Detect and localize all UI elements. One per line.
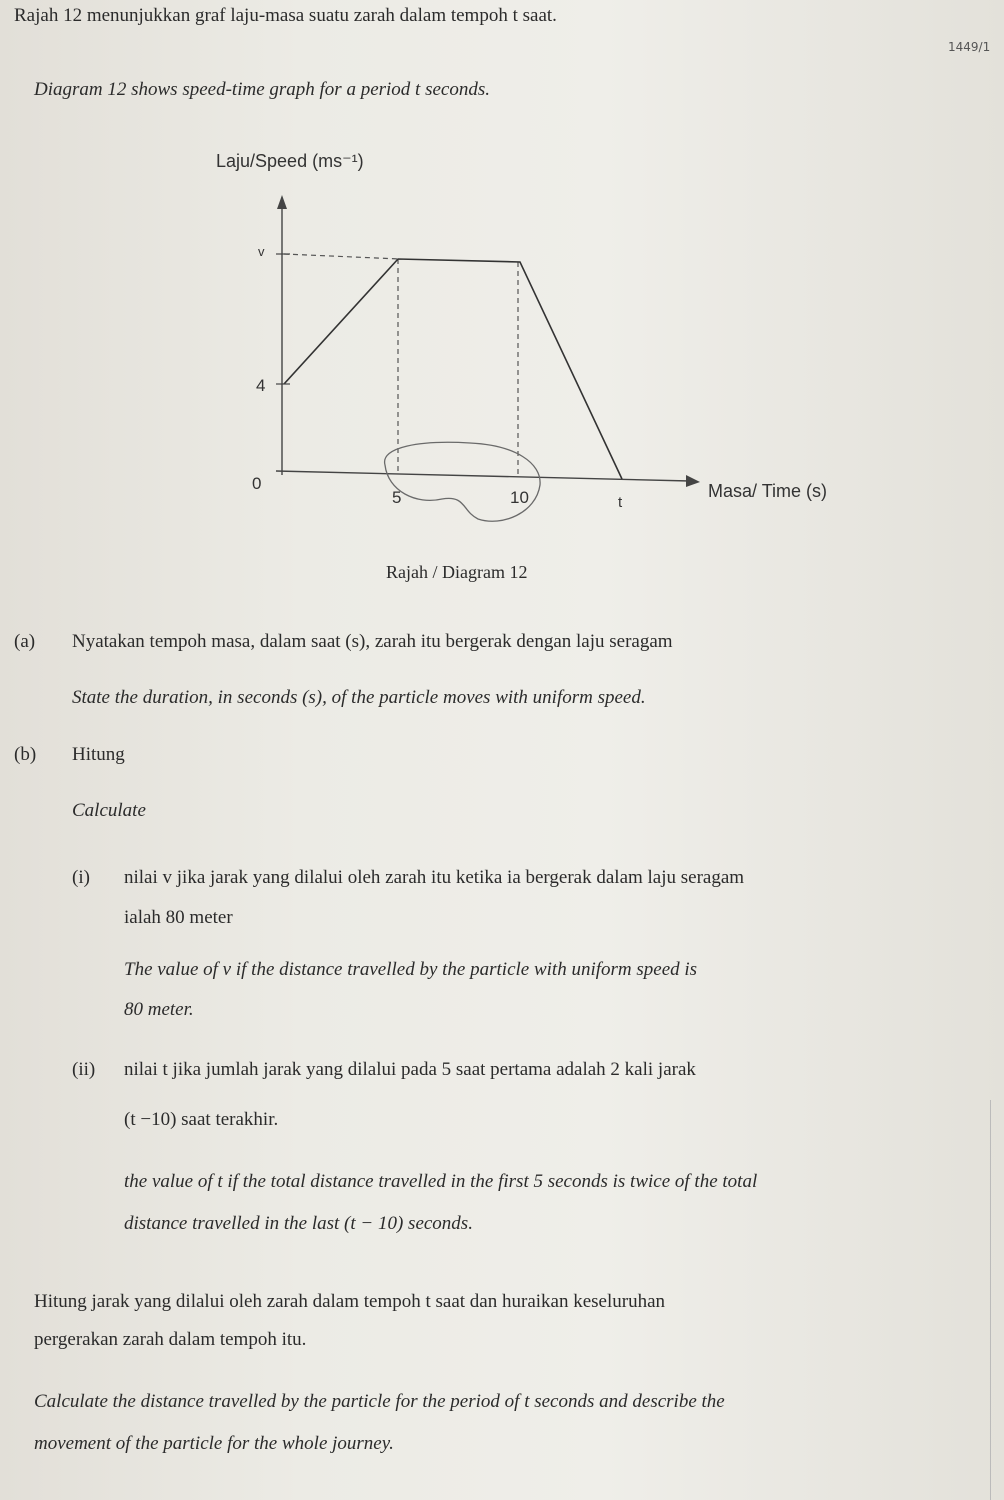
v-guide-line (284, 254, 400, 259)
q-b-malay: Hitung (72, 744, 125, 765)
q-b1-english-2: 80 meter. (124, 999, 194, 1020)
q-a-english: State the duration, in seconds (s), of the particle moves with uniform speed. (72, 687, 646, 708)
q-a-label: (a) (14, 631, 36, 652)
q-b1-malay-1: nilai v jika jarak yang dilalui oleh zarah itu ketika ia bergerak dalam laju seragam (124, 867, 745, 888)
x-tick-10: 10 (510, 488, 529, 507)
x-axis-arrow (686, 475, 700, 487)
y-tick-4: 4 (256, 376, 266, 395)
q-b2-malay-1: nilai t jika jumlah jarak yang dilalui pada 5 saat pertama adalah 2 kali jarak (124, 1059, 696, 1080)
q-b2-label: (ii) (72, 1059, 96, 1080)
speed-time-line (284, 259, 622, 479)
q-b1-label: (i) (72, 867, 90, 888)
x-axis (276, 471, 690, 481)
q-b2-english-1: the value of t if the total distance travelled in the first 5 seconds is twice of the total (124, 1171, 758, 1192)
q-a-malay: Nyatakan tempoh masa, dalam saat (s), zarah itu bergerak dengan laju seragam (72, 631, 673, 652)
diagram-caption: Rajah / Diagram 12 (386, 562, 528, 582)
y-tick-v: v (258, 244, 265, 259)
q-c-english-2: movement of the particle for the whole journey. (34, 1433, 394, 1454)
page-edge-line (990, 1100, 991, 1500)
margin-code: 1449/1 (948, 40, 991, 54)
handwritten-circle (385, 442, 541, 521)
q-b1-malay-2: ialah 80 meter (124, 907, 233, 928)
x-tick-t: t (618, 494, 623, 511)
header-english: Diagram 12 shows speed-time graph for a period t seconds. (34, 79, 490, 100)
x-tick-5: 5 (392, 488, 402, 507)
y-tick-0: 0 (252, 474, 262, 493)
q-b2-malay-2: (t −10) saat terakhir. (124, 1109, 279, 1130)
q-b-label: (b) (14, 744, 37, 765)
y-axis-label: Laju/Speed (ms⁻¹) (216, 151, 364, 171)
header-malay: Rajah 12 menunjukkan graf laju-masa suatu zarah dalam tempoh t saat. (14, 5, 557, 26)
q-c-english-1: Calculate the distance travelled by the particle for the period of t seconds and describe the (34, 1391, 725, 1412)
q-b-english: Calculate (72, 800, 146, 821)
q-c-malay-1: Hitung jarak yang dilalui oleh zarah dalam tempoh t saat dan huraikan keseluruhan (34, 1291, 666, 1312)
q-b2-english-2: distance travelled in the last (t − 10) seconds. (124, 1213, 473, 1234)
q-b1-english-1: The value of v if the distance travelled by the particle with uniform speed is (124, 959, 698, 980)
q-c-malay-2: pergerakan zarah dalam tempoh itu. (34, 1329, 307, 1350)
y-axis-arrow (277, 195, 287, 209)
speed-time-graph (180, 135, 880, 585)
x-axis-label: Masa/ Time (s) (708, 481, 828, 501)
